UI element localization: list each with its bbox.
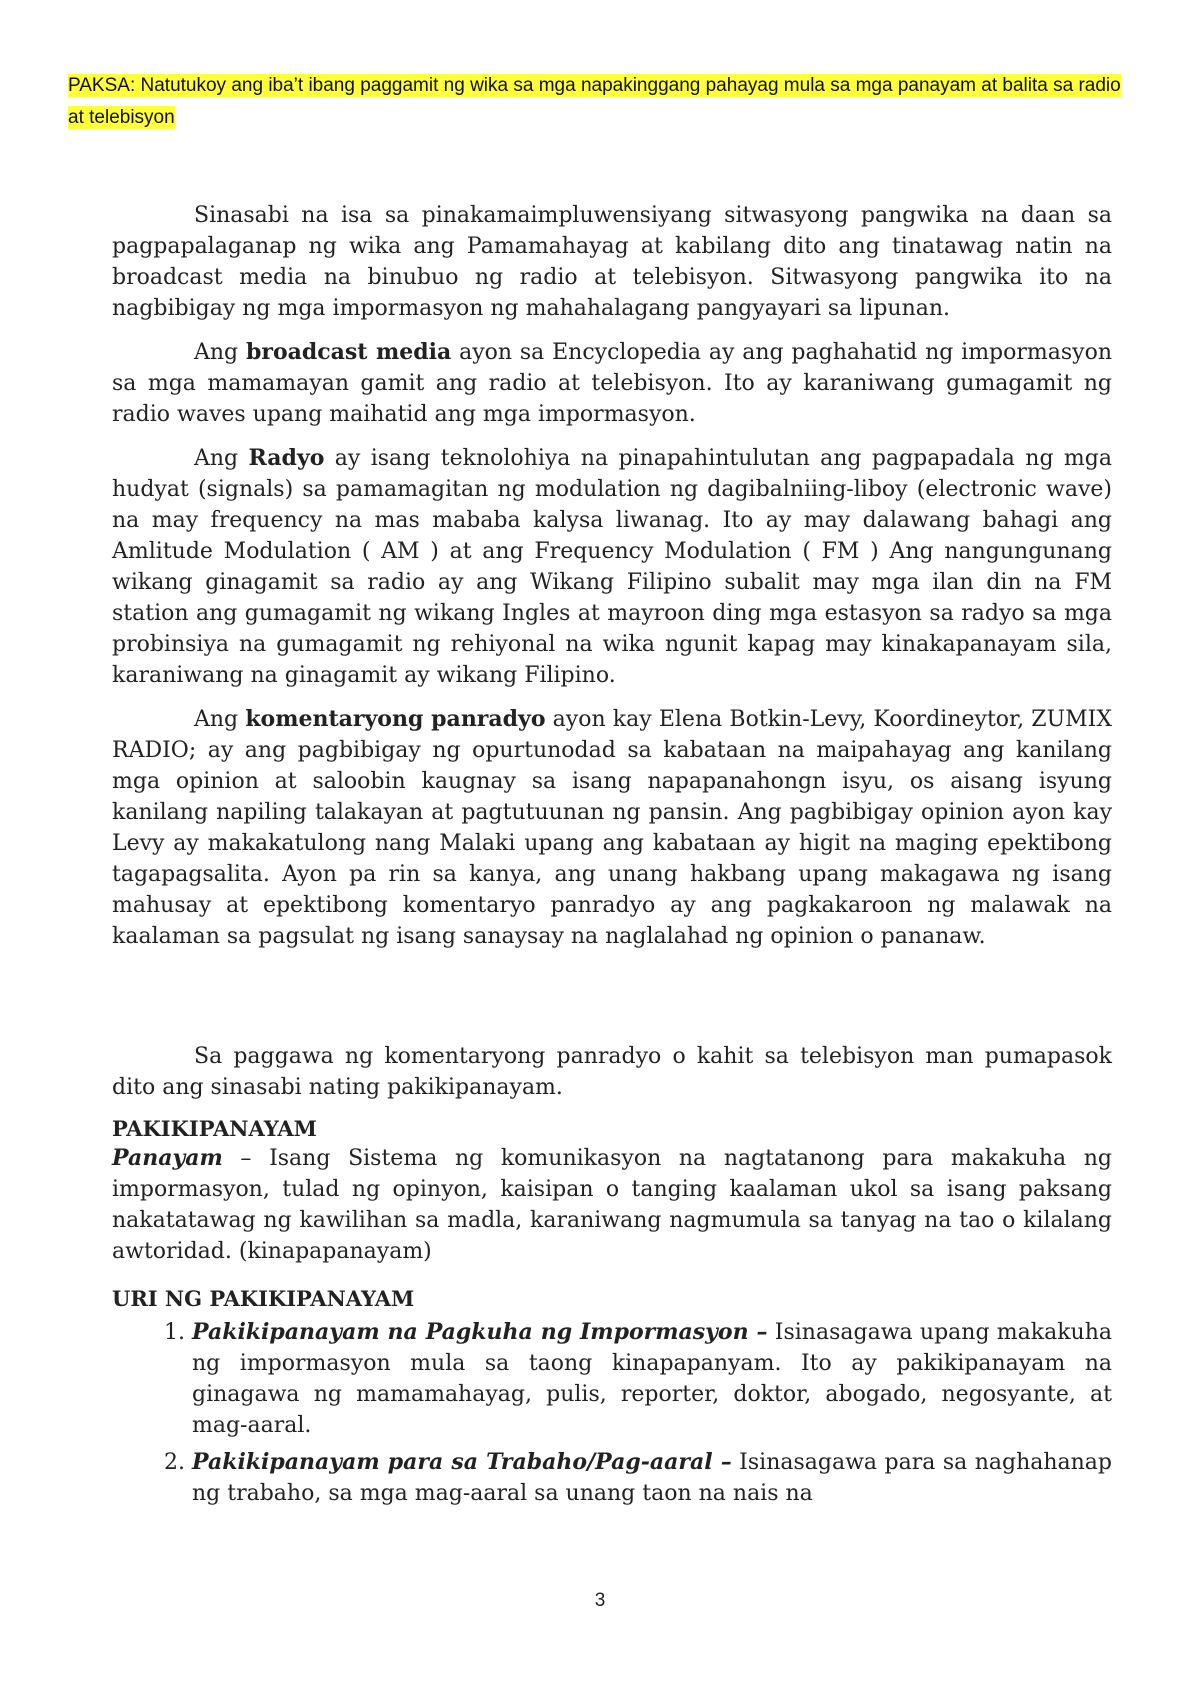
topic-text: Natutukoy ang iba’t ibang paggamit ng wika sa mga napakinggang pahayag mula sa mga panayam at balita sa radio at telebisyon xyxy=(68,75,1121,128)
paragraph-text: ayon sa Encyclopedia ay ang paghahatid ng impormasyon sa mga mamamayan gamit ang radio at telebisyon. Ito ay karaniwang gumagamit ng radio waves upang maihatid ang mga impormasyon. xyxy=(112,340,1113,427)
paragraph-komentaryong-panradyo xyxy=(112,704,1112,952)
paragraph-pamamahayag: Sinasabi na isa sa pinakamaimpluwensiyang sitwasyong pangwika na daan sa pagpapalaganap ng wika ang Pamamahayag at kabilang dito ang tinatawag natin na broadcast media na binubuo ng radio at telebisyon. Sitwasyong pangwika ito na nagbibigay ng mga impormasyon ng mahahalagang pangyayari sa lipunan. xyxy=(112,203,1112,321)
section-heading-uri: URI NG PAKIKIPANAYAM xyxy=(112,1286,415,1311)
paragraph-radyo xyxy=(112,443,1112,691)
list-item-title: Pakikipanayam na Pagkuha ng Impormasyon – xyxy=(192,1319,768,1345)
page-number: 3 xyxy=(594,1590,606,1611)
term-komentaryong-panradyo: komentaryong panradyo xyxy=(245,706,546,732)
term-broadcast-media: broadcast media xyxy=(245,339,452,365)
list-item-title: Pakikipanayam para sa Trabaho/Pag-aaral – xyxy=(192,1449,732,1475)
paragraph-text: Ang xyxy=(194,707,246,732)
list-item xyxy=(192,1317,1112,1441)
list-item xyxy=(192,1447,1112,1509)
term-radyo: Radyo xyxy=(248,445,325,471)
paragraph-text: ay isang teknolohiya na pinapahintulutan ang pagpapadala ng mga hudyat (signals) sa pamamagitan ng modulation ng dagibalniing-liboy (electronic wave) na may frequency na mas mababa kalysa liwanag. Ito ay may dalawang bahagi ang Amlitude Modulation ( AM ) at ang Frequency Modulation ( FM ) Ang nangungunang wikang ginagamit sa radio ay ang Wikang Filipino subalit may mga ilan din na FM station ang gumagamit ng wikang Ingles at mayroon ding mga estasyon sa radyo sa mga probinsiya na gumagamit ng rehiyonal na wika ngunit kapag may kinakapanayam sila, karaniwang na ginagamit ay wikang Filipino. xyxy=(112,446,1112,688)
paragraph-text: Ang xyxy=(194,446,249,471)
paragraph-pakikipanayam-intro: Sa paggawa ng komentaryong panradyo o kahit sa telebisyon man pumapasok dito ang sinasabi nating pakikipanayam. xyxy=(112,1044,1112,1100)
section-heading-pakikipanayam: PAKIKIPANAYAM xyxy=(112,1116,317,1141)
paragraph-broadcast-media xyxy=(112,337,1112,430)
paragraph-text: Ang xyxy=(194,340,246,365)
topic-highlight xyxy=(68,74,1121,129)
topic-label: PAKSA: xyxy=(68,75,136,96)
document-body xyxy=(112,200,1112,1509)
definition-text: – Isang Sistema ng komunikasyon na nagtatanong para makakuha ng impormasyon, tulad ng opinyon, kaisipan o tanging kaalaman ukol sa isang paksang nakatatawag ng kawilihan sa madla, karaniwang nagmumula sa tanyag na tao o kilalang awtoridad. (kinapapanayam) xyxy=(112,1146,1112,1264)
uri-list xyxy=(112,1317,1112,1509)
definition-panayam xyxy=(112,1143,1112,1267)
paragraph-text: ayon kay Elena Botkin-Levy, Koordineytor, ZUMIX RADIO; ay ang pagbibigay ng opurtunodad sa kabataan na maipahayag ang kanilang mga opinion at saloobin kaugnay sa isang napapanahongn isyu, os aisang isyung kanilang napiling talakayan at pagtutuunan ng pansin. Ang pagbibigay opinion ayon kay Levy ay makakatulong nang Malaki upang ang kabataan ay higit na maging epektibong tagapagsalita. Ayon pa rin sa kanya, ang unang hakbang upang makagawa ng isang mahusay at epektibong komentaryo panradyo ay ang pagkakaroon ng malawak na kaalaman sa pagsulat ng isang sanaysay na naglalahad ng opinion o pananaw. xyxy=(112,707,1112,949)
list-item-text: Isinasagawa para sa naghahanap ng trabaho, sa mga mag-aaral sa unang taon na nais na xyxy=(192,1450,1113,1506)
list-item-text: Isinasagawa upang makakuha ng impormasyon mula sa taong kinapapanyam. Ito ay pakikipanayam na ginagawa ng mamamahayag, pulis, reporter, doktor, abogado, negosyante, at mag-aaral. xyxy=(192,1320,1112,1438)
topic-banner xyxy=(68,70,1128,134)
term-panayam: Panayam xyxy=(112,1145,223,1171)
